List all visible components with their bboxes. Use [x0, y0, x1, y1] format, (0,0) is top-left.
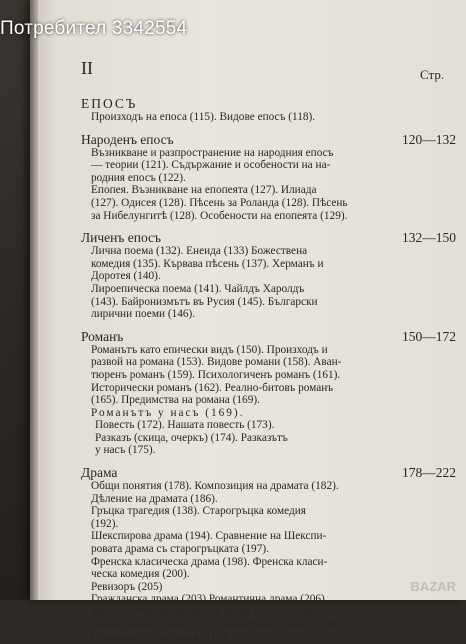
toc-line: Романътъ като епически видъ (150). Произходъ и: [91, 343, 328, 356]
spacer: [81, 222, 456, 230]
section-title: Народенъ епосъ: [81, 131, 174, 147]
toc-line: Гражданска драма (203) Романтична драма (206).: [91, 593, 328, 606]
toc-line: Фаустъ (209). Историческа драма (210). Съвре-: [91, 606, 318, 618]
book-gutter: [30, 0, 38, 600]
section-heading-lichen: [81, 230, 456, 245]
toc-line: родния епосъ (122).: [91, 171, 186, 184]
toc-line: Гръцка трагедия (138). Старогръцка комедия: [91, 505, 306, 518]
page-range: 132—150: [402, 230, 456, 246]
section-heading-drama: [81, 465, 456, 480]
toc-line: за Нибелунгитѣ (128). Особености на епопеята (129).: [91, 209, 348, 222]
toc-line: лирични поеми (146).: [91, 308, 196, 321]
page-column-label: Стр.: [420, 67, 445, 82]
toc-line: комедия (135). Кървава пѣсень (137). Херманъ и: [91, 257, 324, 270]
toc-line: Дѣление на драмата (186).: [91, 492, 218, 505]
toc-line: Произходъ на епоса (115). Видове епосъ (118).: [91, 111, 316, 123]
toc-line: (165). Предимства на романа (169).: [91, 394, 260, 407]
section-title: Драма: [81, 465, 118, 481]
spacer: [81, 124, 456, 132]
page-range: 178—222: [402, 465, 456, 481]
toc-line: (127). Одисея (128). Пѣсень за Роланда (128). Пѣсень: [91, 196, 348, 209]
toc-line: Епопея. Възникване на епопеята (127). Илиада: [91, 184, 317, 197]
toc-line: развой на романа (153). Видове романи (158). Аван-: [91, 356, 342, 369]
page-range: 120—132: [402, 131, 456, 147]
toc-line: ческа комедия (200).: [91, 568, 190, 581]
brand-watermark: BAZAR: [410, 579, 456, 594]
toc-line: тюренъ романъ (159). Психологиченъ романъ (161).: [91, 368, 341, 381]
section-heading-roman: [81, 329, 456, 344]
toc-line: Доротея (140).: [91, 270, 161, 283]
watermark-username: Потребител 3342554: [0, 18, 188, 39]
toc-line: Общи понятия (178). Композиция на драмата (182).: [91, 480, 339, 493]
toc-line: у насъ (175).: [95, 444, 156, 457]
page-range: 150—172: [402, 328, 456, 344]
table-of-contents: [81, 96, 456, 644]
toc-line: Възникване и разпространение на народния епосъ: [91, 146, 334, 159]
toc-line: Романътъ у насъ (169).: [91, 406, 245, 419]
toc-line: Разказъ (скица, очеркъ) (174). Разказътъ: [95, 431, 288, 444]
toc-line: Повесть (172). Нашата повесть (173).: [95, 419, 275, 432]
toc-line: ровата драма съ старогръцката (197).: [91, 543, 269, 556]
toc-line: Френска класическа драма (198). Френска класи-: [91, 555, 328, 568]
toc-line: Символистична драма (216).: [91, 631, 229, 644]
spacer: [81, 457, 456, 465]
toc-line: Лична поема (132). Енеида (133) Божествена: [91, 245, 308, 258]
section-title: Личенъ епосъ: [81, 230, 162, 246]
spacer: [81, 321, 456, 329]
toc-line: Ревизоръ (205): [91, 580, 163, 593]
toc-line: (143). Байронизмътъ въ Русия (145). Български: [91, 295, 318, 308]
toc-line: Шекспирова драма (194). Сравнение на Шекспи-: [91, 530, 327, 543]
toc-line: (192).: [91, 517, 119, 530]
section-numeral: II: [81, 58, 93, 78]
toc-line: менна (нова) драма (212). Реалистична драма (214).: [91, 618, 340, 631]
toc-line: Исторически романъ (162). Реално-битовъ романъ: [91, 381, 334, 394]
section-title-epos: ЕПОСЪ: [81, 96, 138, 111]
section-heading-narod: [81, 132, 456, 147]
toc-line: Лироепическа поема (141). Чайлдъ Харолдъ: [91, 282, 305, 295]
toc-line: — теории (121). Съдържание и особености на на-: [91, 159, 331, 172]
section-title: Романъ: [81, 328, 124, 344]
